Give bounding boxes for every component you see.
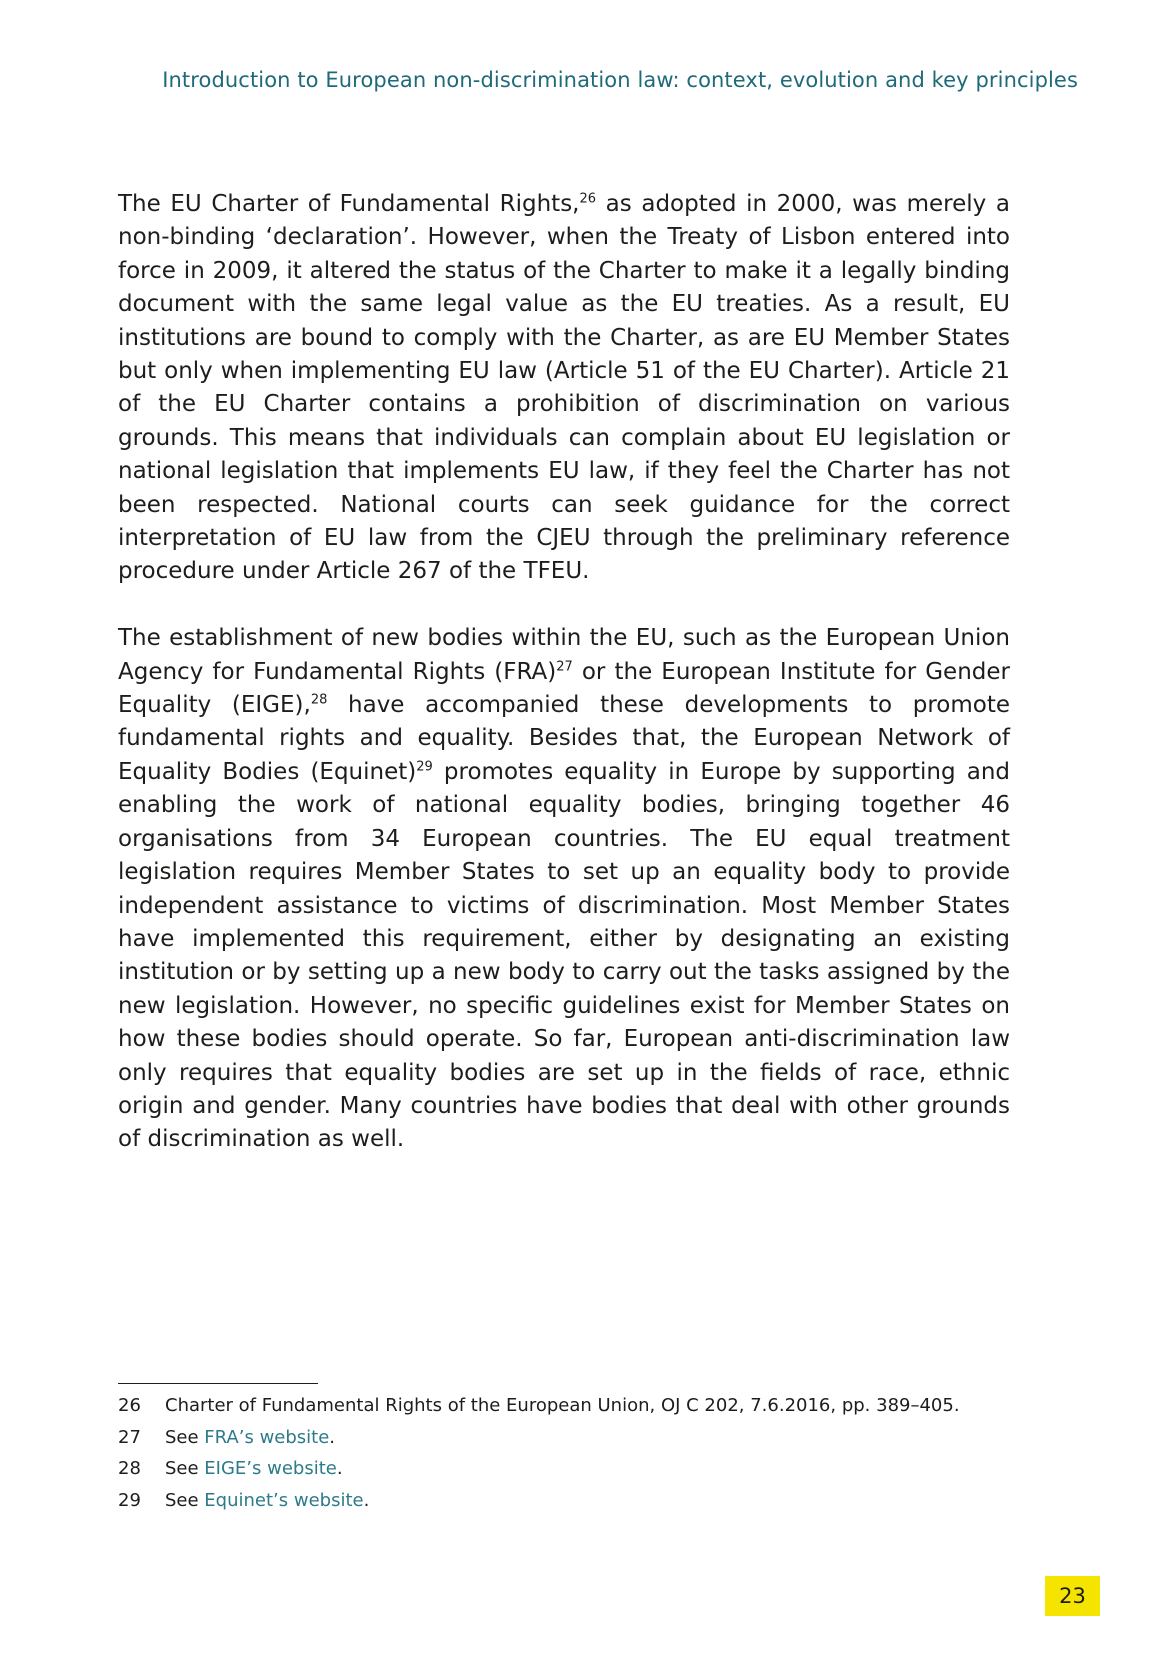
footnote-ref-26[interactable]: 26	[579, 191, 597, 207]
page-number: 23	[1045, 1576, 1100, 1616]
footnote-number: 27	[118, 1426, 141, 1448]
footnotes	[118, 1390, 1018, 1516]
footnote-ref-29[interactable]: 29	[416, 759, 433, 775]
paragraph-text: have accompanied these developments to promote fundamental rights and equality. Besides that, the European Network of Equality Bodies (Equinet)	[118, 692, 1011, 785]
paragraph-text: or the European Institute for Gender Equality (EIGE),	[118, 658, 1010, 719]
paragraph-charter	[118, 188, 1010, 589]
running-title: Introduction to European non-discrimination law: context, evolution and key principles	[162, 68, 1078, 92]
main-body	[118, 188, 1010, 1190]
footnote-number: 26	[118, 1395, 141, 1417]
paragraph-text: as adopted in 2000, was merely a non-binding ‘declaration’. However, when the Treaty of Lisbon entered into force in 2009, it altered the status of the Charter to make it a legally binding document with the same legal value as the EU treaties. As a result, EU institutions are bound to comply with the Charter, as are EU Member States but only when implementing EU law (Article 51 of the EU Charter). Article 21 of the EU Charter contains a prohibition of discrimination on various grounds. This means that individuals can complain about EU legislation or national legislation that implements EU law, if they feel the Charter has not been respected. National courts can seek guidance for the correct interpretation of EU law from the CJEU through the preliminary reference procedure under Article 267 of the TFEU.	[118, 191, 1010, 585]
footnote-text: See	[165, 1490, 205, 1512]
equinet-website-link[interactable]: Equinet’s website	[204, 1490, 364, 1512]
eige-website-link[interactable]: EIGE’s website	[204, 1458, 337, 1480]
paragraph-text: The establishment of new bodies within the EU, such as the European Union Agency for Fundamental Rights (FRA)	[118, 625, 1010, 685]
footnote-number: 28	[118, 1458, 141, 1480]
footnote-ref-28[interactable]: 28	[310, 692, 328, 708]
footnote-text: .	[329, 1426, 336, 1448]
fra-website-link[interactable]: FRA’s website	[204, 1426, 330, 1448]
footnote-text: See	[165, 1458, 205, 1480]
footnote-26	[118, 1390, 1018, 1422]
footnote-text: Charter of Fundamental Rights of the European Union, OJ C 202, 7.6.2016, pp. 389–405.	[165, 1395, 960, 1417]
footnote-text: See	[165, 1426, 205, 1448]
footnote-29	[118, 1485, 1018, 1517]
footnote-27	[118, 1422, 1018, 1454]
footnote-ref-27[interactable]: 27	[556, 659, 573, 675]
paragraph-bodies	[118, 622, 1010, 1157]
paragraph-text: promotes equality in Europe by supporting and enabling the work of national equality bodies, bringing together 46 organisations from 34 European countries. The EU equal treatment legislation requires Member States to set up an equality body to provide independent assistance to victims of discrimination. Most Member States have implemented this requirement, either by designating an existing institution or by setting up a new body to carry out the tasks assigned by the new legislation. However, no specific guidelines exist for Member States on how these bodies should operate. So far, European anti-discrimination law only requires that equality bodies are set up in the fields of race, ethnic origin and gender. Many countries have bodies that deal with other grounds of discrimination as well.	[118, 758, 1010, 1153]
footnote-divider	[118, 1383, 318, 1384]
footnote-28	[118, 1453, 1018, 1485]
footnote-text: .	[336, 1458, 343, 1480]
footnote-text: .	[363, 1490, 370, 1512]
paragraph-text: The EU Charter of Fundamental Rights,	[118, 191, 580, 217]
footnote-number: 29	[118, 1490, 141, 1512]
